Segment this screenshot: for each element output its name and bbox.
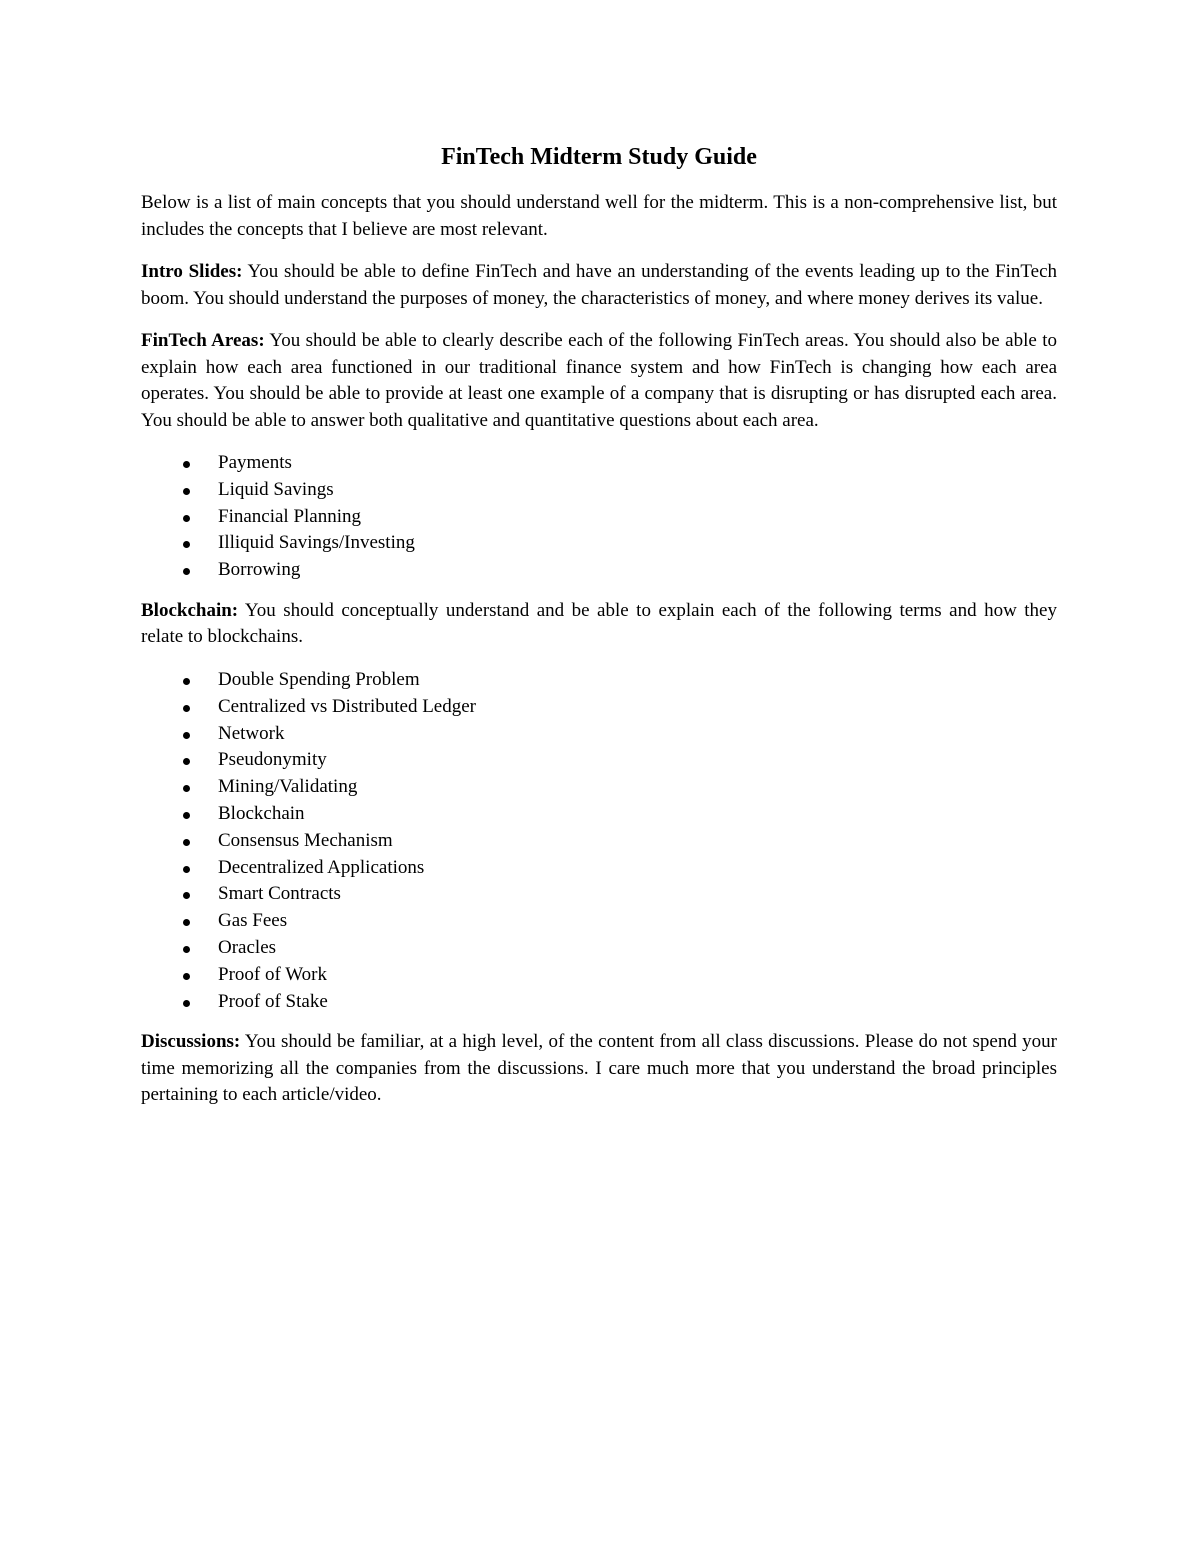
bullet-icon xyxy=(183,488,190,495)
list-item xyxy=(141,667,1057,694)
list-item-label: Smart Contracts xyxy=(218,883,341,905)
blockchain-list xyxy=(141,667,1057,1015)
list-item-label: Pseudonymity xyxy=(218,749,327,771)
bullet-icon xyxy=(183,568,190,575)
bullet-icon xyxy=(183,785,190,792)
document-title: FinTech Midterm Study Guide xyxy=(441,144,757,170)
fintech-areas-heading: FinTech Areas: xyxy=(141,330,265,351)
list-item-label: Proof of Stake xyxy=(218,990,328,1012)
bullet-icon xyxy=(183,1000,190,1007)
bullet-icon xyxy=(183,946,190,953)
bullet-icon xyxy=(183,515,190,522)
intro-slides-heading: Intro Slides: xyxy=(141,261,243,282)
bullet-icon xyxy=(183,541,190,548)
list-item-label: Centralized vs Distributed Ledger xyxy=(218,695,477,717)
list-item-label: Financial Planning xyxy=(218,505,362,527)
bullet-icon xyxy=(183,758,190,765)
bullet-icon xyxy=(183,839,190,846)
list-item-label: Payments xyxy=(218,452,292,473)
list-item xyxy=(141,450,1057,477)
list-item-label: Decentralized Applications xyxy=(218,856,425,878)
list-item-label: Mining/Validating xyxy=(218,776,358,798)
list-item xyxy=(141,989,1057,1016)
list-item xyxy=(141,801,1057,828)
blockchain-heading: Blockchain: xyxy=(141,599,239,621)
list-item-label: Network xyxy=(218,722,285,744)
list-item xyxy=(141,694,1057,721)
list-item-label: Consensus Mechanism xyxy=(218,829,393,851)
bullet-icon xyxy=(183,732,190,739)
list-item-label: Illiquid Savings/Investing xyxy=(218,532,415,554)
intro-slides-text: You should be able to define FinTech and have an understanding of the events leading up to the FinTech boom. You should understand the purposes of money, the characteristics of money, and where money derives its value. xyxy=(141,261,1058,309)
document-page xyxy=(141,140,1057,1125)
bullet-icon xyxy=(183,973,190,980)
list-item xyxy=(141,855,1057,882)
list-item xyxy=(141,477,1057,504)
bullet-icon xyxy=(183,919,190,926)
list-item-label: Proof of Work xyxy=(218,963,327,985)
list-item xyxy=(141,828,1057,855)
discussions-text: You should be familiar, at a high level, of the content from all class discussions. Please do not spend your time memorizing all the companies from the discussions. I care much more that you understand the broad principles pertaining to each article/video. xyxy=(141,1031,1057,1106)
list-item-label: Blockchain xyxy=(218,802,305,824)
list-item xyxy=(141,908,1057,935)
blockchain-text: You should conceptually understand and be able to explain each of the following terms and how they relate to blockchains. xyxy=(141,599,1057,648)
bullet-icon xyxy=(183,866,190,873)
fintech-areas-text: You should be able to clearly describe each of the following FinTech areas. You should also be able to explain how each area functioned in our traditional finance system and how FinTech is changing how each area operates. You should be able to provide at least one example of a company that is disrupting or has disrupted each area. You should be able to answer both qualitative and quantitative questions about each area. xyxy=(141,330,1057,431)
bullet-icon xyxy=(183,461,190,468)
bullet-icon xyxy=(183,705,190,712)
list-item-label: Oracles xyxy=(218,936,277,958)
list-item xyxy=(141,504,1057,531)
list-item xyxy=(141,935,1057,962)
list-item-label: Liquid Savings xyxy=(218,478,334,500)
bullet-icon xyxy=(183,678,190,685)
list-item-label: Double Spending Problem xyxy=(218,668,420,690)
list-item xyxy=(141,530,1057,557)
intro-paragraph: Below is a list of main concepts that you should understand well for the midterm. This is a non-comprehensive list, but includes the concepts that I believe are most relevant. xyxy=(141,192,1057,240)
list-item xyxy=(141,774,1057,801)
list-item xyxy=(141,881,1057,908)
bullet-icon xyxy=(183,892,190,899)
fintech-areas-list xyxy=(141,450,1057,584)
blockchain-paragraph xyxy=(141,598,1057,651)
list-item xyxy=(141,747,1057,774)
fintech-areas-paragraph xyxy=(141,328,1057,434)
list-item-label: Gas Fees xyxy=(218,910,288,932)
list-item-label: Borrowing xyxy=(218,559,301,581)
discussions-heading: Discussions: xyxy=(141,1031,241,1053)
list-item xyxy=(141,721,1057,748)
list-item xyxy=(141,557,1057,584)
intro-slides-paragraph xyxy=(141,259,1057,312)
list-item xyxy=(141,962,1057,989)
discussions-paragraph xyxy=(141,1029,1057,1109)
bullet-icon xyxy=(183,812,190,819)
